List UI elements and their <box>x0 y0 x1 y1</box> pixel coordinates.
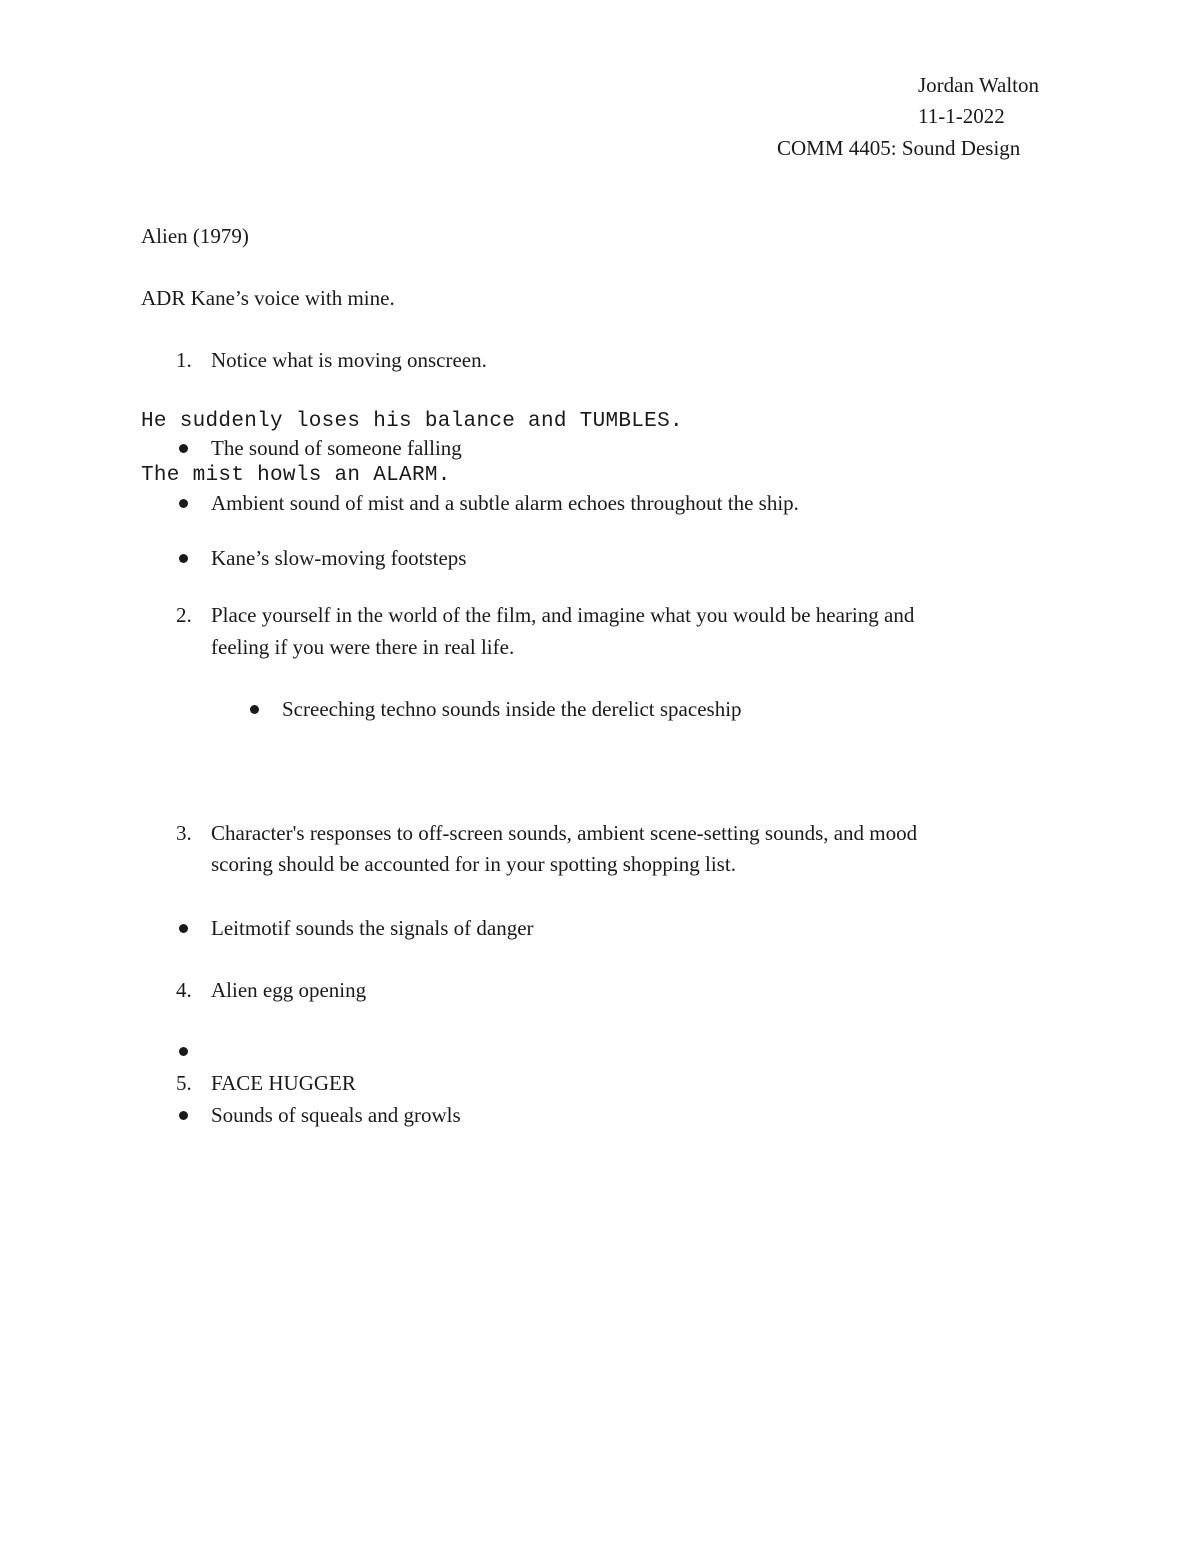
list-number-1: 1. <box>176 348 192 372</box>
script-line-1: He suddenly loses his balance and TUMBLES. <box>141 410 683 433</box>
list-item-3-text-line1: Character's responses to off-screen sounds, ambient scene-setting sounds, and mood <box>211 821 918 845</box>
bullet-item-text: Ambient sound of mist and a subtle alarm echoes throughout the ship. <box>211 491 799 515</box>
bullet-item-text: The sound of someone falling <box>211 436 462 460</box>
list-number-5: 5. <box>176 1071 192 1095</box>
list-number-3: 3. <box>176 821 192 845</box>
document-title: Alien (1979) <box>141 224 249 248</box>
date: 11-1-2022 <box>918 104 1005 128</box>
list-item-1-text: Notice what is moving onscreen. <box>211 348 487 372</box>
bullet-icon <box>179 444 188 453</box>
bullet-icon <box>179 924 188 933</box>
list-number-4: 4. <box>176 978 192 1002</box>
list-item-2-text-line2: feeling if you were there in real life. <box>211 635 515 659</box>
course-title: COMM 4405: Sound Design <box>777 136 1021 160</box>
bullet-icon <box>179 499 188 508</box>
bullet-icon <box>179 1111 188 1120</box>
bullet-icon <box>179 554 188 563</box>
bullet-item-text: Screeching techno sounds inside the derelict spaceship <box>282 697 742 721</box>
list-number-2: 2. <box>176 603 192 627</box>
bullet-item-text: Kane’s slow-moving footsteps <box>211 546 467 570</box>
list-item-4-text: Alien egg opening <box>211 978 367 1002</box>
bullet-item-text: Sounds of squeals and growls <box>211 1103 461 1127</box>
script-line-2: The mist howls an ALARM. <box>141 464 451 487</box>
list-item-2-text-line1: Place yourself in the world of the film, and imagine what you would be hearing and <box>211 603 915 627</box>
bullet-item-text: Leitmotif sounds the signals of danger <box>211 916 534 940</box>
intro-line: ADR Kane’s voice with mine. <box>141 286 395 310</box>
bullet-icon <box>179 1047 188 1056</box>
list-item-3-text-line2: scoring should be accounted for in your spotting shopping list. <box>211 852 736 876</box>
author-name: Jordan Walton <box>918 73 1039 97</box>
list-item-5-text: FACE HUGGER <box>211 1071 356 1095</box>
bullet-icon <box>250 705 259 714</box>
